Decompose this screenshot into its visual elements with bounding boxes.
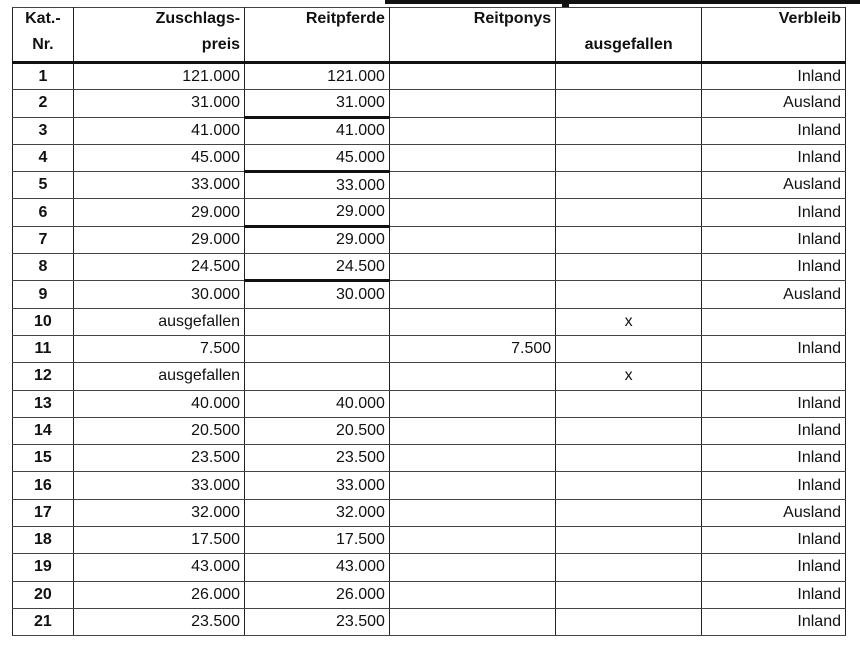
header-row-2 <box>13 36 846 63</box>
cell-reitponys <box>389 117 555 144</box>
cell-zuschlagspreis: 121.000 <box>73 63 244 90</box>
cell-kat-nr: 1 <box>13 63 74 90</box>
cell-reitpferde: 30.000 <box>245 281 390 308</box>
cell-zuschlagspreis: 45.000 <box>73 144 244 171</box>
table-row <box>13 581 846 608</box>
cell-verbleib: Inland <box>702 254 846 281</box>
cell-kat-nr: 12 <box>13 363 74 390</box>
cell-ausgefallen <box>556 554 702 581</box>
cell-ausgefallen <box>556 445 702 472</box>
table-row <box>13 335 846 362</box>
cell-reitponys <box>389 63 555 90</box>
cell-reitponys <box>389 527 555 554</box>
header-ausgefallen-top <box>556 8 702 36</box>
header-nr: Nr. <box>13 36 74 63</box>
cell-reitponys <box>389 90 555 117</box>
cell-zuschlagspreis: 29.000 <box>73 199 244 226</box>
cell-zuschlagspreis: 30.000 <box>73 281 244 308</box>
cell-ausgefallen <box>556 581 702 608</box>
cell-ausgefallen <box>556 144 702 171</box>
header-row-1 <box>13 8 846 36</box>
cell-zuschlagspreis: 41.000 <box>73 117 244 144</box>
cell-verbleib: Inland <box>702 608 846 635</box>
table-row <box>13 554 846 581</box>
cell-zuschlagspreis: 40.000 <box>73 390 244 417</box>
header-verbleib-blank <box>702 36 846 63</box>
header-reitpferde-blank <box>245 36 390 63</box>
cell-reitpferde: 33.000 <box>245 472 390 499</box>
cell-zuschlagspreis: 31.000 <box>73 90 244 117</box>
cell-verbleib <box>702 308 846 335</box>
table-row <box>13 417 846 444</box>
header-verbleib: Verbleib <box>702 8 846 36</box>
cell-reitpferde: 43.000 <box>245 554 390 581</box>
cell-reitponys <box>389 499 555 526</box>
cell-zuschlagspreis: ausgefallen <box>73 308 244 335</box>
cell-kat-nr: 7 <box>13 226 74 253</box>
cell-reitpferde: 24.500 <box>245 254 390 281</box>
header-reitpferde: Reitpferde <box>245 8 390 36</box>
cell-verbleib: Ausland <box>702 281 846 308</box>
cell-zuschlagspreis: 7.500 <box>73 335 244 362</box>
table-row <box>13 254 846 281</box>
cell-zuschlagspreis: 24.500 <box>73 254 244 281</box>
cell-ausgefallen <box>556 226 702 253</box>
table-row <box>13 90 846 117</box>
cell-reitpferde: 31.000 <box>245 90 390 117</box>
cell-kat-nr: 18 <box>13 527 74 554</box>
cell-ausgefallen <box>556 417 702 444</box>
cell-reitpferde: 33.000 <box>245 172 390 199</box>
cell-ausgefallen <box>556 281 702 308</box>
cell-reitpferde: 40.000 <box>245 390 390 417</box>
table-row <box>13 445 846 472</box>
cell-kat-nr: 14 <box>13 417 74 444</box>
cell-kat-nr: 10 <box>13 308 74 335</box>
cell-reitponys <box>389 172 555 199</box>
cell-reitponys <box>389 472 555 499</box>
cell-ausgefallen <box>556 199 702 226</box>
table-row <box>13 472 846 499</box>
cell-verbleib: Inland <box>702 554 846 581</box>
cell-reitpferde: 29.000 <box>245 226 390 253</box>
cell-ausgefallen <box>556 527 702 554</box>
cell-reitponys <box>389 554 555 581</box>
cell-zuschlagspreis: 43.000 <box>73 554 244 581</box>
table-row <box>13 117 846 144</box>
cell-verbleib: Ausland <box>702 90 846 117</box>
header-zuschlag: Zuschlags- <box>73 8 244 36</box>
cell-verbleib: Inland <box>702 445 846 472</box>
cell-verbleib: Ausland <box>702 499 846 526</box>
cell-kat-nr: 13 <box>13 390 74 417</box>
header-reitponys: Reitponys <box>389 8 555 36</box>
cell-kat-nr: 16 <box>13 472 74 499</box>
cell-zuschlagspreis: 23.500 <box>73 445 244 472</box>
header-kat: Kat.- <box>13 8 74 36</box>
cell-reitponys <box>389 445 555 472</box>
table-row <box>13 499 846 526</box>
cell-ausgefallen <box>556 254 702 281</box>
top-rule <box>385 0 860 4</box>
cell-reitpferde <box>245 335 390 362</box>
cell-kat-nr: 20 <box>13 581 74 608</box>
cell-reitponys <box>389 254 555 281</box>
cell-verbleib: Inland <box>702 63 846 90</box>
cell-reitpferde: 29.000 <box>245 199 390 226</box>
cell-verbleib: Inland <box>702 390 846 417</box>
cell-ausgefallen: x <box>556 308 702 335</box>
cell-reitpferde <box>245 363 390 390</box>
cell-ausgefallen <box>556 390 702 417</box>
cell-zuschlagspreis: ausgefallen <box>73 363 244 390</box>
cell-kat-nr: 9 <box>13 281 74 308</box>
cell-kat-nr: 3 <box>13 117 74 144</box>
cell-reitpferde: 41.000 <box>245 117 390 144</box>
table-row <box>13 608 846 635</box>
cell-zuschlagspreis: 20.500 <box>73 417 244 444</box>
cell-verbleib: Inland <box>702 144 846 171</box>
header-preis: preis <box>73 36 244 63</box>
cell-ausgefallen <box>556 90 702 117</box>
cell-kat-nr: 15 <box>13 445 74 472</box>
cell-verbleib: Inland <box>702 417 846 444</box>
table-row <box>13 390 846 417</box>
cell-zuschlagspreis: 23.500 <box>73 608 244 635</box>
table-row <box>13 308 846 335</box>
cell-reitpferde: 45.000 <box>245 144 390 171</box>
cell-kat-nr: 21 <box>13 608 74 635</box>
table-row <box>13 527 846 554</box>
cell-reitponys: 7.500 <box>389 335 555 362</box>
cell-verbleib: Inland <box>702 527 846 554</box>
table-row <box>13 363 846 390</box>
cell-ausgefallen <box>556 117 702 144</box>
cell-kat-nr: 2 <box>13 90 74 117</box>
cell-reitpferde <box>245 308 390 335</box>
cell-reitpferde: 26.000 <box>245 581 390 608</box>
cell-reitpferde: 17.500 <box>245 527 390 554</box>
cell-kat-nr: 6 <box>13 199 74 226</box>
cell-reitpferde: 23.500 <box>245 608 390 635</box>
cell-verbleib: Inland <box>702 226 846 253</box>
cell-reitponys <box>389 390 555 417</box>
cell-kat-nr: 17 <box>13 499 74 526</box>
cell-zuschlagspreis: 17.500 <box>73 527 244 554</box>
cell-ausgefallen <box>556 63 702 90</box>
table-row <box>13 144 846 171</box>
cell-verbleib: Inland <box>702 335 846 362</box>
cell-verbleib <box>702 363 846 390</box>
cell-ausgefallen <box>556 335 702 362</box>
table-row <box>13 226 846 253</box>
cell-zuschlagspreis: 29.000 <box>73 226 244 253</box>
cell-verbleib: Inland <box>702 472 846 499</box>
cell-zuschlagspreis: 32.000 <box>73 499 244 526</box>
cell-reitpferde: 20.500 <box>245 417 390 444</box>
cell-verbleib: Ausland <box>702 172 846 199</box>
cell-ausgefallen <box>556 499 702 526</box>
cell-reitpferde: 32.000 <box>245 499 390 526</box>
cell-zuschlagspreis: 26.000 <box>73 581 244 608</box>
cell-ausgefallen <box>556 472 702 499</box>
cell-kat-nr: 19 <box>13 554 74 581</box>
table-row <box>13 172 846 199</box>
table-row <box>13 281 846 308</box>
cell-kat-nr: 11 <box>13 335 74 362</box>
cell-reitpferde: 23.500 <box>245 445 390 472</box>
cell-reitponys <box>389 417 555 444</box>
table-row <box>13 63 846 90</box>
cell-reitponys <box>389 581 555 608</box>
cell-reitponys <box>389 363 555 390</box>
cell-ausgefallen: x <box>556 363 702 390</box>
header-reitponys-blank <box>389 36 555 63</box>
cell-kat-nr: 4 <box>13 144 74 171</box>
cell-zuschlagspreis: 33.000 <box>73 172 244 199</box>
cell-ausgefallen <box>556 608 702 635</box>
cell-reitponys <box>389 144 555 171</box>
header-ausgefallen: ausgefallen <box>556 36 702 63</box>
cell-ausgefallen <box>556 172 702 199</box>
cell-verbleib: Inland <box>702 199 846 226</box>
cell-kat-nr: 5 <box>13 172 74 199</box>
cell-reitponys <box>389 308 555 335</box>
cell-verbleib: Inland <box>702 581 846 608</box>
cell-kat-nr: 8 <box>13 254 74 281</box>
auction-results-table <box>12 7 846 636</box>
cell-reitponys <box>389 281 555 308</box>
cell-reitponys <box>389 199 555 226</box>
table-row <box>13 199 846 226</box>
cell-reitponys <box>389 608 555 635</box>
cell-reitpferde: 121.000 <box>245 63 390 90</box>
cell-reitponys <box>389 226 555 253</box>
cell-verbleib: Inland <box>702 117 846 144</box>
cell-zuschlagspreis: 33.000 <box>73 472 244 499</box>
top-rule-notch <box>562 0 569 7</box>
